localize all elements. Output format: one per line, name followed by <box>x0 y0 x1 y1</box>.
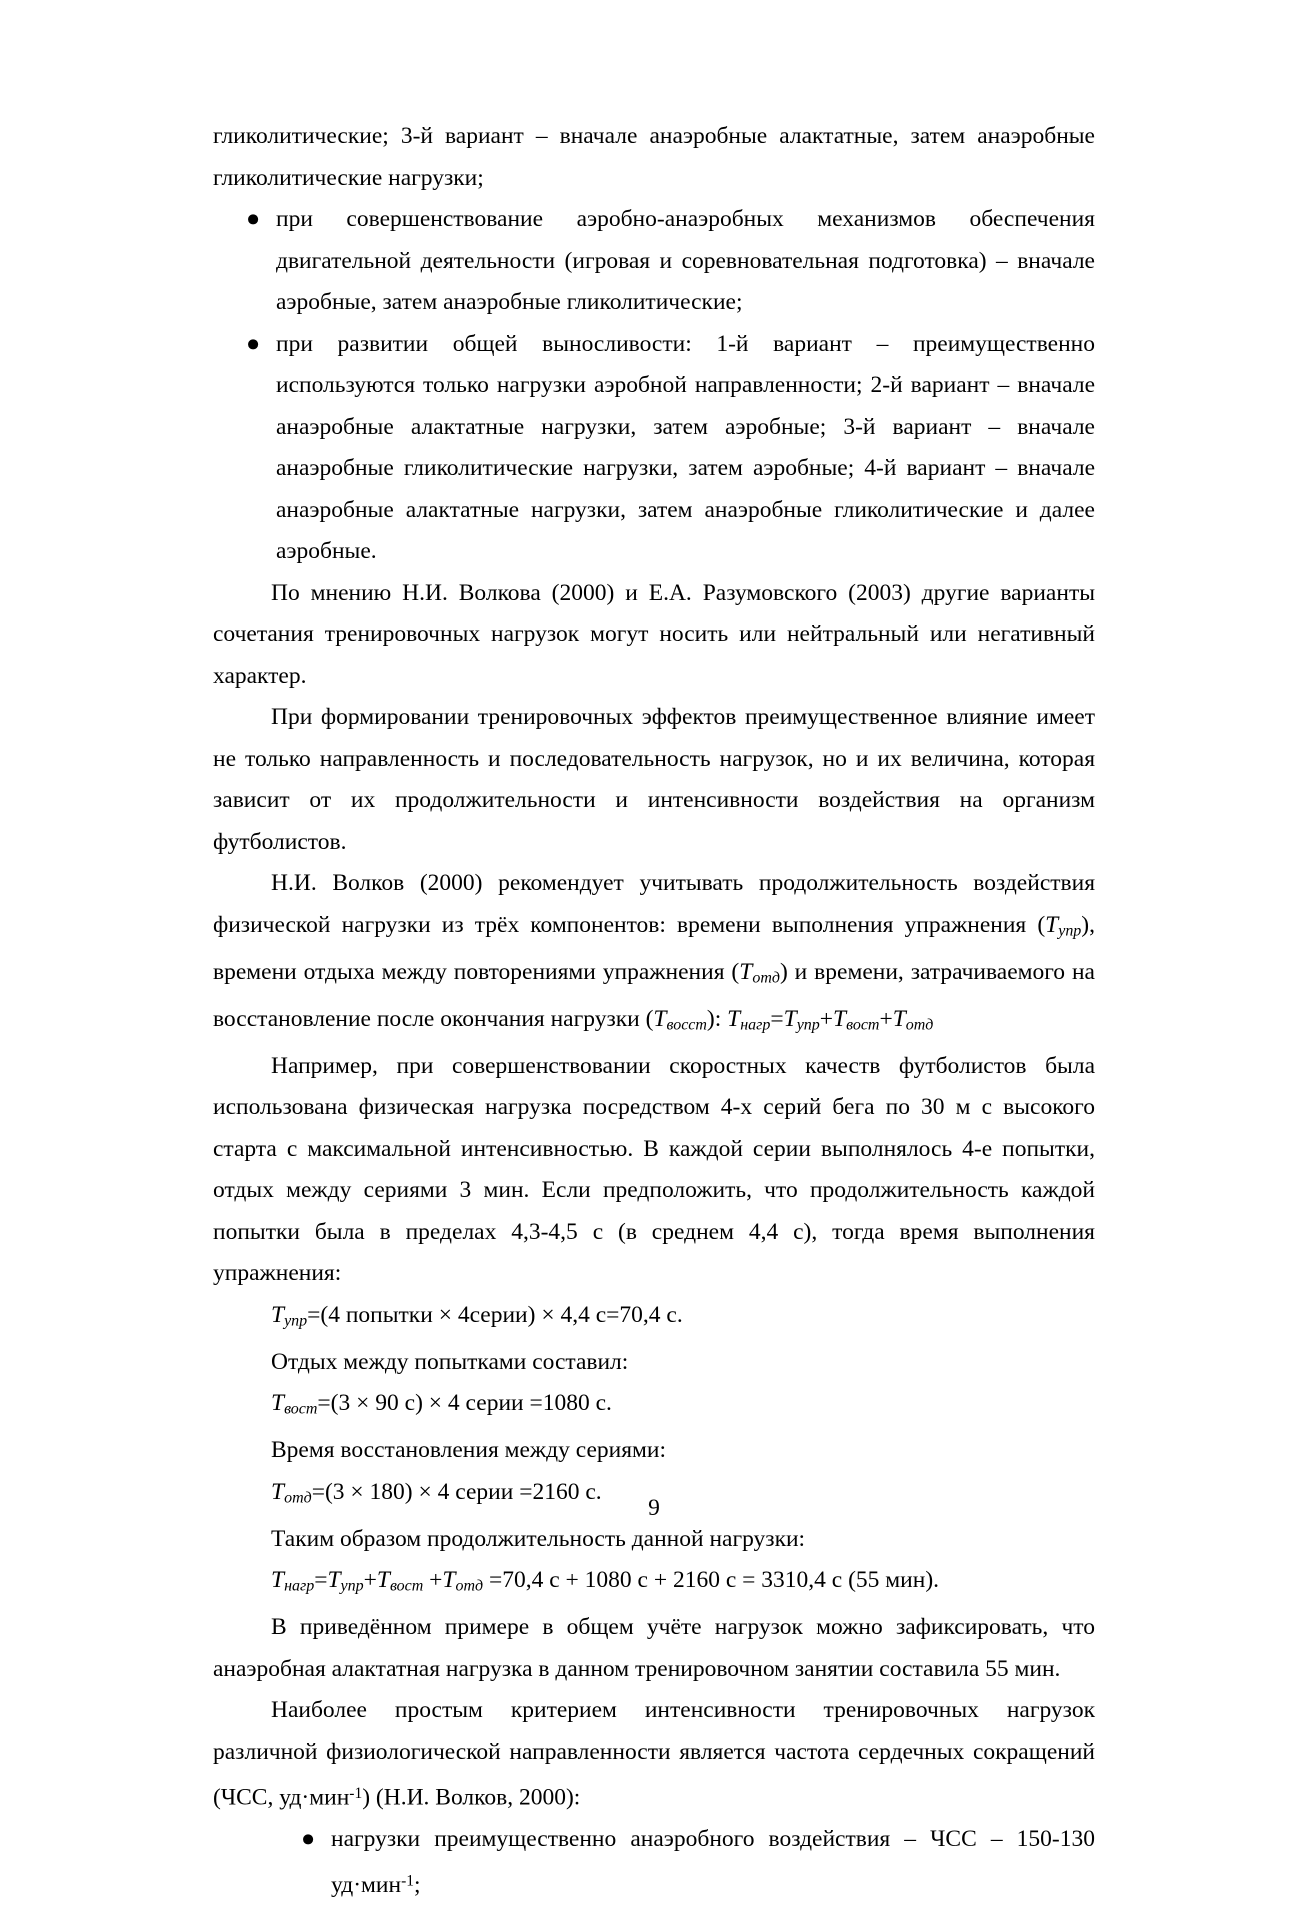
formula-t-otd: $T_{отд}=(3 \times 180) \times 4$ серии =2160 с. <box>271 1478 602 1506</box>
list-item-label: при развитии общей выносливости: 1-й вариант – преимущественно используются только нагрузки аэробной направленности; 2-й вариант – вначале анаэробные алактатные нагрузки, затем аэробные; 3-й вариант – вначале анаэробные гликолитические нагрузки, затем аэробные; 4-й вариант – вначале анаэробные алактатные нагрузки, затем анаэробные гликолитические и далее аэробные. <box>276 330 1095 564</box>
multiplication-sign-icon: × <box>350 1478 364 1505</box>
symbol-t-upr: $T_{упр}$ <box>327 1567 364 1595</box>
bullet-icon: ● <box>301 1826 316 1852</box>
multiplication-sign-icon: × <box>418 1478 432 1505</box>
paragraph-training-effects: При формировании тренировочных эффектов преимущественное влияние имеет не только направленность и последовательность нагрузок, но и их величина, которая зависит от их продолжительности и интенсивности воздействия на организм футболистов. <box>213 704 1095 855</box>
formula-t-nagr-total: $T_{нагр}=T_{упр}+T_{вост} +T_{отд} =70,4$ с + 1080 с + 2160 с = 3310,4 с (55 мин). <box>271 1567 940 1595</box>
symbol-t-nagr: $T_{нагр}$ <box>271 1567 315 1595</box>
paragraph-hr-criterion-part2: ) (Н.И. Волков, 2000): <box>362 1784 581 1811</box>
symbol-t-nagr: $T_{нагр}$ <box>727 1005 771 1033</box>
bullet-icon: ● <box>246 330 261 357</box>
formula-t-vost: $T_{вост}=(3 \times 90$ с) × 4 серии =1080 с. <box>271 1390 612 1418</box>
label-rest-between-attempts: Отдых между попытками составил: <box>271 1348 629 1375</box>
symbol-t-otd: $T_{отд}$ <box>739 958 780 986</box>
paragraph-volkov-components-part4: ): <box>706 1005 728 1032</box>
label-recovery-between-series: Время восстановления между сериями: <box>271 1437 667 1463</box>
paragraph-volkov-components-part1: Н.И. Волков (2000) рекомендует учитывать продолжительность воздействия физической нагрузки из трёх компонентов: времени выполнения упражнения ( <box>213 870 1095 938</box>
label-total-duration: Таким образом продолжительность данной нагрузки: <box>271 1525 806 1552</box>
list-item-label <box>331 1826 1095 1898</box>
symbol-t-upr: $T_{упр}$ <box>271 1301 308 1329</box>
symbol-t-otd: $T_{отд}$ <box>442 1567 484 1595</box>
page-content <box>213 116 1095 1907</box>
multiplication-sign-icon: × <box>438 1301 452 1328</box>
symbol-t-vost: $T_{вост}$ <box>271 1390 318 1418</box>
multiplication-sign-icon: × <box>356 1390 370 1416</box>
multiplication-sign-icon: × <box>428 1390 443 1416</box>
superscript-minus-one: -1 <box>349 1785 363 1802</box>
superscript-minus-one: -1 <box>401 1872 414 1890</box>
paragraph-continuation-top: гликолитические; 3-й вариант – вначале анаэробные алактатные, затем анаэробные гликолитические нагрузки; <box>213 123 1095 191</box>
paragraph-example: Например, при совершенствовании скоростных качеств футболистов была использована физическая нагрузка посредством 4-х серий бега по 30 м с высокого старта с максимальной интенсивностью. В каждой серии выполнялось 4-е попытки, отдых между сериями 3 мин. Если предположить, что продолжительность каждой попытки была в пределах 4,3-4,5 с (в среднем 4,4 с), тогда время выполнения упражнения: <box>213 1052 1095 1286</box>
list-item-label-part2: ; <box>414 1872 421 1898</box>
symbol-t-upr: $T_{упр}$ <box>783 1005 820 1033</box>
paragraph-volkov-components <box>213 863 1095 1046</box>
formula-t-upr: $T_{упр}=(4$ попытки × 4серии) × 4,4 с=70,4 с. <box>271 1301 683 1329</box>
multiplication-sign-icon: × <box>541 1301 555 1328</box>
list-item-aerobic-anaerobic <box>213 199 1095 324</box>
paragraph-hr-criterion-part1: Наиболее простым критерием интенсивности тренировочных нагрузок различной физиологической направленности является частота сердечных сокращений (ЧСС, уд·мин <box>213 1697 1095 1811</box>
formula-inline-nagr: $T_{нагр}=T_{упр}+T_{вост}+T_{отд}$ <box>727 1005 934 1033</box>
list-item-hr-anaerobic <box>213 1819 1095 1907</box>
symbol-t-otd: $T_{отд}$ <box>271 1478 312 1506</box>
page-number: 9 <box>648 1495 660 1521</box>
list-item-general-endurance <box>213 324 1095 573</box>
symbol-t-vosst: $T_{восст}$ <box>653 1005 707 1033</box>
symbol-t-vost: $T_{вост}$ <box>376 1567 424 1595</box>
paragraph-conclusion: В приведённом примере в общем учёте нагрузок можно зафиксировать, что анаэробная алактатная нагрузка в данном тренировочном занятии составила 55 мин. <box>213 1614 1095 1682</box>
symbol-t-vosst: $T_{вост}$ <box>833 1005 880 1033</box>
symbol-t-upr: $T_{упр}$ <box>1045 911 1082 939</box>
symbol-t-otd: $T_{отд}$ <box>892 1005 934 1033</box>
paragraph-hr-criterion <box>213 1690 1095 1819</box>
paragraph-volkov-razumovsky: По мнению Н.И. Волкова (2000) и Е.А. Разумовского (2003) другие варианты сочетания тренировочных нагрузок могут носить или нейтральный или негативный характер. <box>213 579 1095 689</box>
paragraph-volkov-components-part2: ), времени отдыха между повторениями упражнения ( <box>213 911 1095 985</box>
bullet-icon: ● <box>246 206 261 232</box>
paragraph-volkov-components-part3: ) и времени, затрачиваемого на восстановление после окончания нагрузки ( <box>213 958 1095 1032</box>
list-item-label-part1: нагрузки преимущественно анаэробного воздействия – ЧСС – 150-130 уд·мин <box>331 1826 1095 1898</box>
list-item-label: при совершенствование аэробно-анаэробных механизмов обеспечения двигательной деятельности (игровая и соревновательная подготовка) – вначале аэробные, затем анаэробные гликолитические; <box>276 206 1095 315</box>
